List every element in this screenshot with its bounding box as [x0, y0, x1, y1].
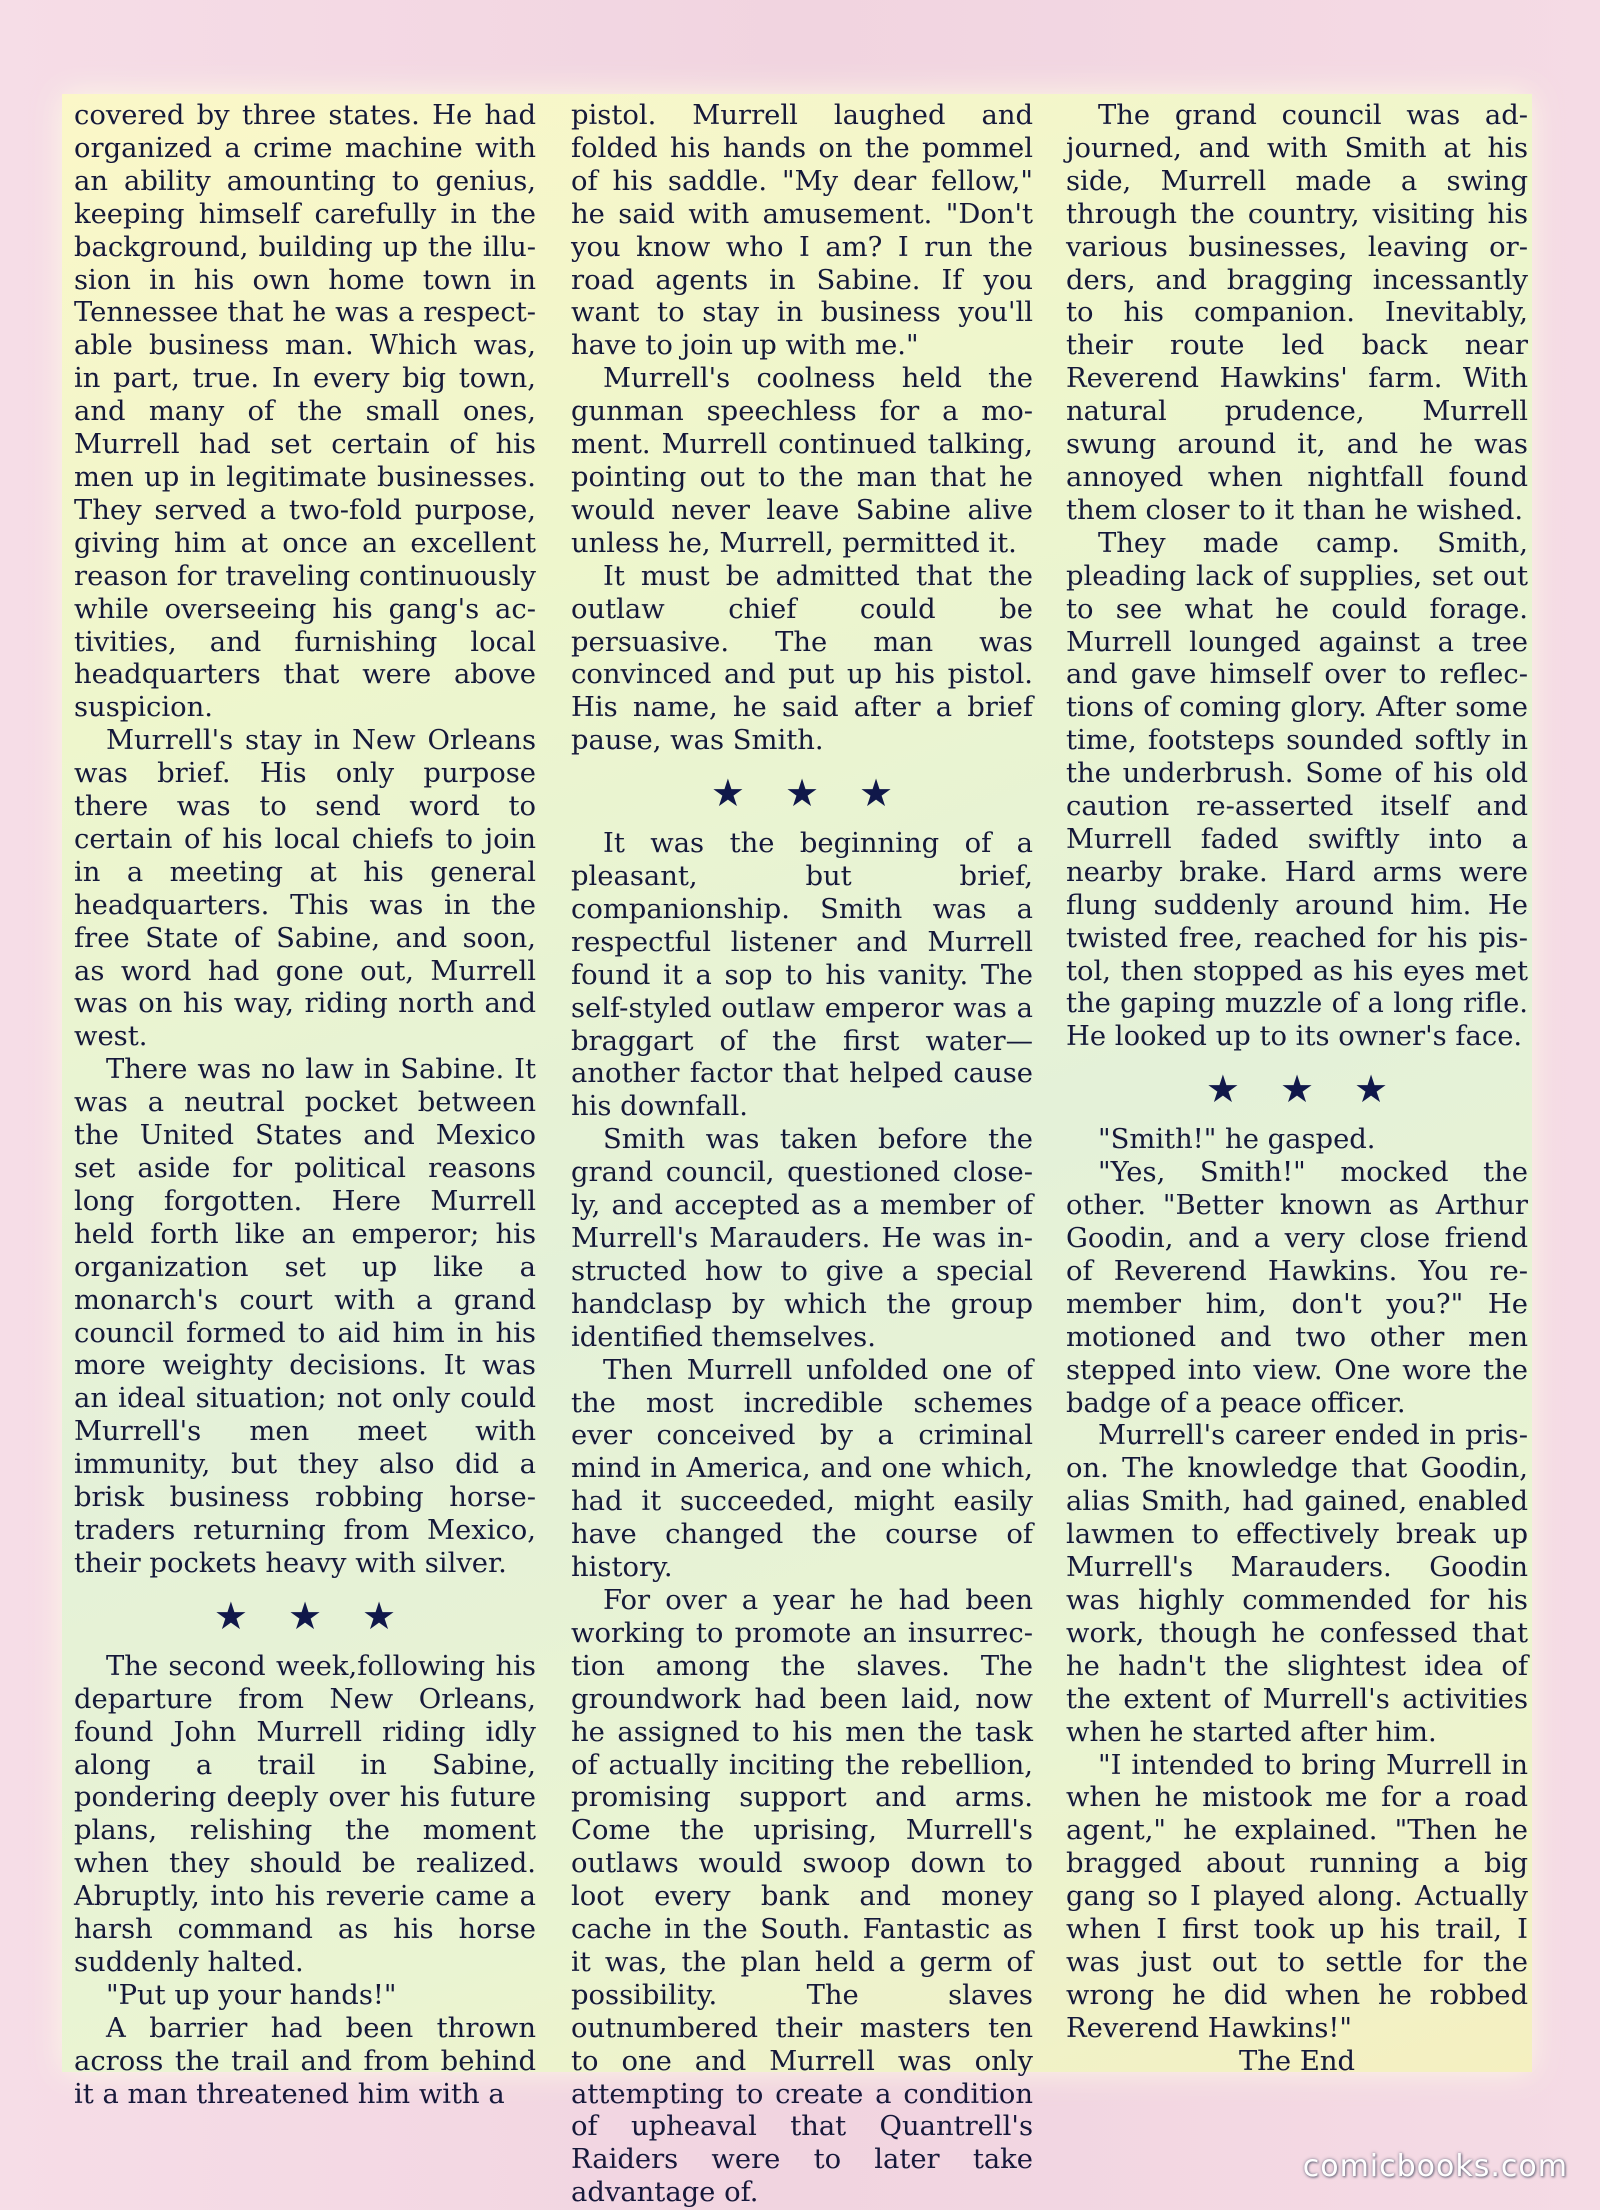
paragraph: Murrell's coolness held the gunman speechless for a moment. Murrell continued talking, pointing out to the man that he would never leave Sabine alive unless he, Murrell, permitted it.: [571, 363, 1033, 559]
paragraph: Then Murrell unfolded one of the most incredible schemes ever conceived by a criminal mind in America, and one which, had it succeeded, might easily have changed the course of history.: [571, 1354, 1033, 1584]
text-column-2: [571, 100, 1033, 2210]
paragraph: A barrier had been thrown across the trail and from behind it a man threatened him with a: [74, 2012, 536, 2110]
paragraph: "Yes, Smith!" mocked the other. "Better known as Arthur Goodin, and a very close friend of Reverend Hawkins. You remember him, don't you?" He motioned and two other men stepped into view. One wore the badge of a peace officer.: [1066, 1157, 1528, 1419]
paragraph: It was the beginning of a pleasant, but brief, companionship. Smith was a respectful listener and Murrell found it a sop to his vanity. The self-styled outlaw emperor was a braggart of the first water—another factor that helped cause his downfall.: [571, 828, 1033, 1123]
paragraph: The grand council was adjourned, and with Smith at his side, Murrell made a swing through the country, visiting his various businesses, leaving orders, and bragging incessantly to his companion. Inevitably, their route led back near Reverend Hawkins' farm. With natural prudence, Murrell swung around it, and he was annoyed when nightfall found them closer to it than he wished.: [1066, 100, 1528, 526]
section-break-stars: ★★★: [1205, 1067, 1429, 1112]
story-ending: The End: [1239, 2045, 1355, 2077]
paragraph: "I intended to bring Murrell in when he mistook me for a road agent," he explained. "Then he bragged about running a big gang so I played along. Actually when I first took up his trail, I was just out to settle for the wrong he did when he robbed Reverend Hawkins!": [1066, 1749, 1528, 2044]
section-break-stars: ★★★: [710, 771, 934, 816]
text-column-3: [1066, 100, 1528, 2079]
paragraph: "Put up your hands!": [106, 1979, 397, 2011]
paragraph: They made camp. Smith, pleading lack of supplies, set out to see what he could forage. Murrell lounged against a tree and gave himself over to reflections of coming glory. After some time, footsteps sounded softly in the underbrush. Some of his old caution re-asserted itself and Murrell faded swiftly into a nearby brake. Hard arms were flung suddenly around him. He twisted free, reached for his pistol, then stopped as his eyes met the gaping muzzle of a long rifle. He looked up to its owner's face.: [1066, 527, 1528, 1053]
paragraph: pistol. Murrell laughed and folded his hands on the pommel of his saddle. "My dear fellow," he said with amusement. "Don't you know who I am? I run the road agents in Sabine. If you want to stay in business you'll have to join up with me.": [571, 100, 1033, 362]
paragraph: Murrell's career ended in prison. The knowledge that Goodin, alias Smith, had gained, enabled lawmen to effectively break up Murrell's Marauders. Goodin was highly commended for his work, though he confessed that he hadn't the slightest idea of the extent of Murrell's activities when he started after him.: [1066, 1420, 1528, 1748]
paragraph: "Smith!" he gasped.: [1098, 1124, 1376, 1156]
paragraph: It must be admitted that the outlaw chief could be persuasive. The man was convinced and put up his pistol. His name, he said after a brief pause, was Smith.: [571, 560, 1033, 757]
paragraph: The second week,following his departure from New Orleans, found John Murrell riding idly along a trail in Sabine, pondering deeply over his future plans, relishing the moment when they should be realized. Abruptly, into his reverie came a harsh command as his horse suddenly halted.: [74, 1650, 536, 1978]
paragraph: Murrell's stay in New Orleans was brief. His only purpose there was to send word to certain of his local chiefs to join in a meeting at his general headquarters. This was in the free State of Sabine, and soon, as word had gone out, Murrell was on his way, riding north and west.: [74, 725, 536, 1053]
paragraph: For over a year he had been working to promote an insurrection among the slaves. The groundwork had been laid, now he assigned to his men the task of actually inciting the rebellion, promising support and arms. Come the uprising, Murrell's outlaws would swoop down to loot every bank and money cache in the South. Fantastic as it was, the plan held a germ of possibility. The slaves outnumbered their masters ten to one and Murrell was only attempting to create a condition of upheaval that Quantrell's Raiders were to later take advantage of.: [571, 1584, 1033, 2209]
watermark-text: comicbooks.com: [1302, 2149, 1568, 2184]
paragraph: Smith was taken before the grand council, questioned closely, and accepted as a member of Murrell's Marauders. He was instructed how to give a special handclasp by which the group identified themselves.: [571, 1124, 1033, 1353]
text-column-1: [74, 100, 536, 2111]
paragraph: covered by three states. He had organized a crime machine with an ability amounting to genius, keeping himself carefully in the background, building up the illusion in his own home town in Tennessee that he was a respectable business man. Which was, in part, true. In every big town, and many of the small ones, Murrell had set certain of his men up in legitimate businesses. They served a two-fold purpose, giving him at once an excellent reason for traveling continuously while overseeing his gang's activities, and furnishing local headquarters that were above suspicion.: [74, 100, 536, 724]
section-break-stars: ★★★: [213, 1593, 437, 1638]
paragraph: There was no law in Sabine. It was a neutral pocket between the United States and Mexico set aside for political reasons long forgotten. Here Murrell held forth like an emperor; his organization set up like a monarch's court with a grand council formed to aid him in his more weighty decisions. It was an ideal situation; not only could Murrell's men meet with immunity, but they also did a brisk business robbing horse-traders returning from Mexico, their pockets heavy with silver.: [74, 1054, 536, 1579]
